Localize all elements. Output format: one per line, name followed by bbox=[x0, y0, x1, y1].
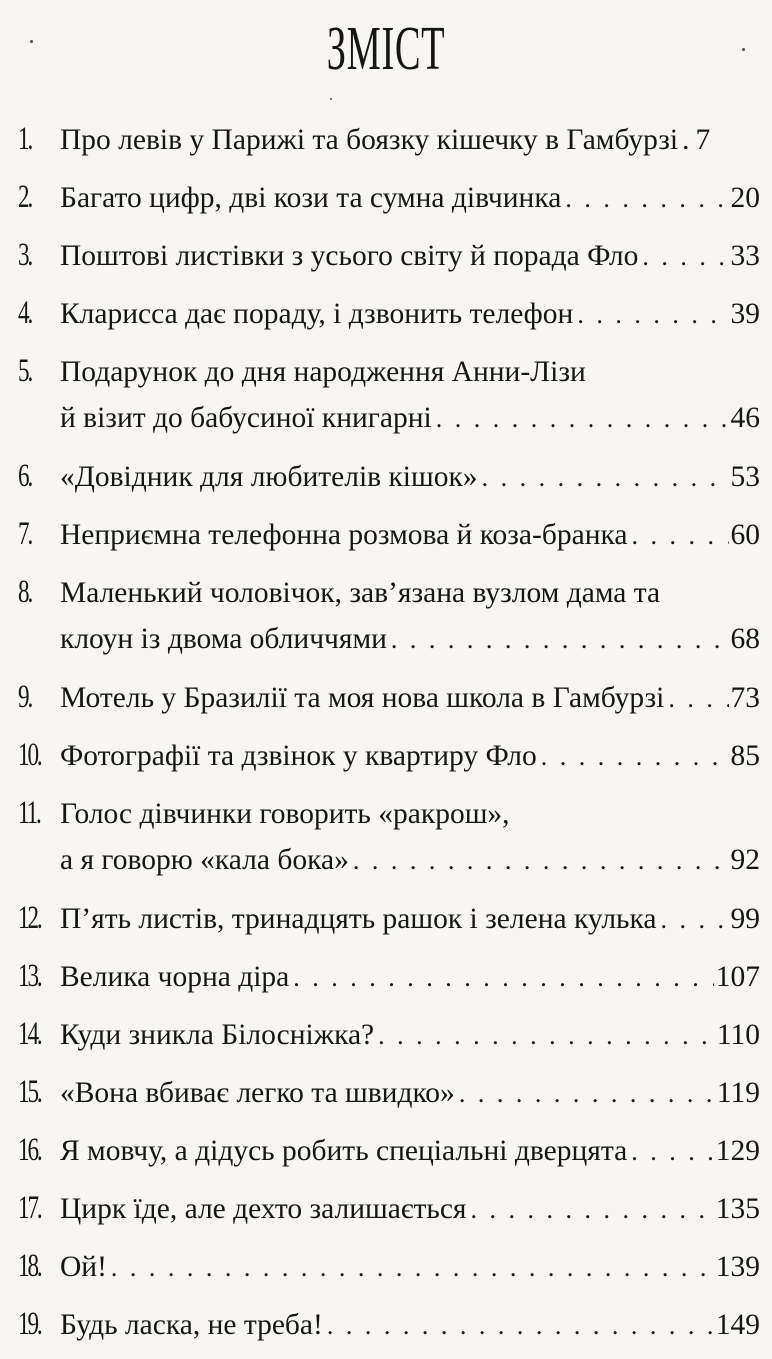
toc-line bbox=[18, 1127, 760, 1174]
toc-entry bbox=[18, 1243, 760, 1290]
toc-entry bbox=[18, 1011, 760, 1058]
chapter-title: «Довідник для любителів кішок» bbox=[60, 461, 478, 493]
chapter-title: Подарунок до дня народження Анни-Лізи bbox=[60, 356, 586, 388]
page-number: 46 bbox=[730, 402, 760, 434]
chapter-number: 7. bbox=[18, 516, 32, 552]
toc-line bbox=[18, 790, 760, 837]
chapter-number: 18. bbox=[18, 1248, 41, 1284]
speck bbox=[330, 98, 332, 100]
chapter-number: 9. bbox=[18, 679, 32, 715]
dot-leader bbox=[374, 1012, 715, 1059]
chapter-number: 17. bbox=[18, 1190, 41, 1226]
chapter-number: 12. bbox=[18, 900, 41, 936]
page-number: 60 bbox=[730, 519, 760, 551]
page-number: 20 bbox=[730, 182, 760, 214]
dot-leader bbox=[107, 1244, 714, 1291]
chapter-number: 16. bbox=[18, 1132, 41, 1168]
dot-leader bbox=[656, 896, 728, 943]
dot-leader bbox=[573, 291, 728, 338]
page-number: 107 bbox=[715, 961, 760, 993]
dot-leader bbox=[455, 1070, 715, 1117]
toc-line bbox=[18, 953, 760, 1000]
toc-line bbox=[18, 616, 760, 663]
chapter-number: 5. bbox=[18, 353, 32, 389]
chapter-title: Неприємна телефонна розмова й коза-бранка bbox=[60, 519, 628, 551]
toc-line bbox=[18, 116, 760, 163]
chapter-number: 1. bbox=[18, 121, 32, 157]
page-number: 110 bbox=[716, 1019, 760, 1051]
toc-entry bbox=[18, 348, 760, 442]
dot-leader bbox=[289, 954, 713, 1001]
chapter-title: Будь ласка, не треба! bbox=[60, 1309, 323, 1341]
dot-leader bbox=[387, 616, 729, 663]
toc-entry bbox=[18, 674, 760, 721]
chapter-title: Куди зникла Білосніжка? bbox=[60, 1019, 375, 1051]
chapter-title: Мотель у Бразилії та моя нова школа в Гамбурзі bbox=[60, 682, 665, 714]
page-number: 92 bbox=[730, 844, 760, 876]
page-number: 85 bbox=[730, 740, 760, 772]
dot-leader: . bbox=[682, 124, 690, 156]
toc-entry bbox=[18, 174, 760, 221]
speck bbox=[742, 48, 745, 51]
chapter-number: 8. bbox=[18, 574, 32, 610]
toc-entry bbox=[18, 953, 760, 1000]
toc-entry bbox=[18, 1069, 760, 1116]
page-number: 53 bbox=[730, 461, 760, 493]
chapter-title: Фотографії та дзвінок у квартиру Фло bbox=[60, 740, 537, 772]
toc-entry bbox=[18, 732, 760, 779]
chapter-number: 3. bbox=[18, 237, 32, 273]
chapter-number: 2. bbox=[18, 179, 32, 215]
dot-leader bbox=[323, 1302, 714, 1349]
toc-entry bbox=[18, 232, 760, 279]
toc-entry bbox=[18, 453, 760, 500]
dot-leader bbox=[478, 454, 729, 501]
page-number: 149 bbox=[715, 1309, 760, 1341]
toc-entry bbox=[18, 116, 760, 163]
dot-leader bbox=[349, 837, 729, 884]
chapter-number: 4. bbox=[18, 295, 32, 331]
chapter-title: Голос дівчинки говорить «ракрош», bbox=[60, 798, 510, 830]
page-title: ЗМІСТ bbox=[326, 15, 446, 83]
chapter-number: 6. bbox=[18, 458, 32, 494]
toc-line bbox=[18, 232, 760, 279]
chapter-title: Кларисса дає пораду, і дзвонить телефон bbox=[60, 298, 574, 330]
page-number: 139 bbox=[715, 1251, 760, 1283]
page-number: 129 bbox=[715, 1135, 760, 1167]
chapter-title: Цирк їде, але дехто залишається bbox=[60, 1193, 467, 1225]
toc-line bbox=[18, 1069, 760, 1116]
toc-line bbox=[18, 1185, 760, 1232]
toc-line bbox=[18, 732, 760, 779]
page-number: 39 bbox=[730, 298, 760, 330]
toc-line bbox=[18, 837, 760, 884]
table-of-contents bbox=[18, 116, 760, 1359]
chapter-title: клоун із двома обличчями bbox=[60, 623, 387, 655]
toc-line bbox=[18, 511, 760, 558]
toc-line bbox=[18, 453, 760, 500]
chapter-number: 15. bbox=[18, 1074, 41, 1110]
chapter-title: «Вона вбиває легко та швидко» bbox=[60, 1077, 455, 1109]
chapter-title: а я говорю «кала бока» bbox=[60, 844, 349, 876]
chapter-title: Я мовчу, а дідусь робить спеціальні дверцята bbox=[60, 1135, 628, 1167]
toc-entry bbox=[18, 1127, 760, 1174]
dot-leader bbox=[561, 175, 728, 222]
chapter-title: Поштові листівки з усього світу й порада Фло bbox=[60, 240, 639, 272]
speck bbox=[30, 40, 33, 43]
dot-leader bbox=[467, 1186, 714, 1233]
toc-entry bbox=[18, 511, 760, 558]
toc-line bbox=[18, 1243, 760, 1290]
dot-leader bbox=[432, 395, 729, 442]
page-number: 135 bbox=[715, 1193, 760, 1225]
chapter-number: 13. bbox=[18, 958, 41, 994]
page-number: 73 bbox=[730, 682, 760, 714]
toc-line bbox=[18, 1011, 760, 1058]
toc-line bbox=[18, 290, 760, 337]
dot-leader bbox=[537, 733, 729, 780]
chapter-title: Про левів у Парижі та боязку кішечку в Гамбурзі bbox=[60, 124, 679, 156]
toc-line bbox=[18, 174, 760, 221]
toc-entry bbox=[18, 1185, 760, 1232]
chapter-number: 11. bbox=[18, 795, 40, 831]
toc-line bbox=[18, 895, 760, 942]
chapter-title: й візит до бабусиної книгарні bbox=[60, 402, 432, 434]
chapter-title: Маленький чоловічок, зав’язана вузлом дама та bbox=[60, 577, 661, 609]
toc-line bbox=[18, 674, 760, 721]
toc-entry bbox=[18, 569, 760, 663]
dot-leader bbox=[638, 233, 728, 280]
page-number: 99 bbox=[730, 903, 760, 935]
chapter-number: 14. bbox=[18, 1016, 41, 1052]
page-number: 7 bbox=[695, 124, 711, 156]
toc-line bbox=[18, 395, 760, 442]
dot-leader bbox=[664, 675, 728, 722]
toc-line bbox=[18, 1301, 760, 1348]
chapter-number: 10. bbox=[18, 737, 41, 773]
chapter-number: 19. bbox=[18, 1306, 41, 1342]
toc-line bbox=[18, 348, 760, 395]
chapter-title: Ой! bbox=[60, 1251, 107, 1283]
toc-entry bbox=[18, 895, 760, 942]
page-number: 119 bbox=[716, 1077, 760, 1109]
toc-entry bbox=[18, 1301, 760, 1348]
chapter-title: Багато цифр, дві кози та сумна дівчинка bbox=[60, 182, 562, 214]
toc-entry bbox=[18, 790, 760, 884]
dot-leader bbox=[627, 1128, 714, 1175]
toc-entry bbox=[18, 290, 760, 337]
dot-leader bbox=[627, 512, 728, 559]
page-number: 68 bbox=[730, 623, 760, 655]
chapter-title: Велика чорна діра bbox=[60, 961, 290, 993]
page-number: 33 bbox=[730, 240, 760, 272]
chapter-title: П’ять листів, тринадцять рашок і зелена кулька bbox=[60, 903, 657, 935]
toc-line bbox=[18, 569, 760, 616]
